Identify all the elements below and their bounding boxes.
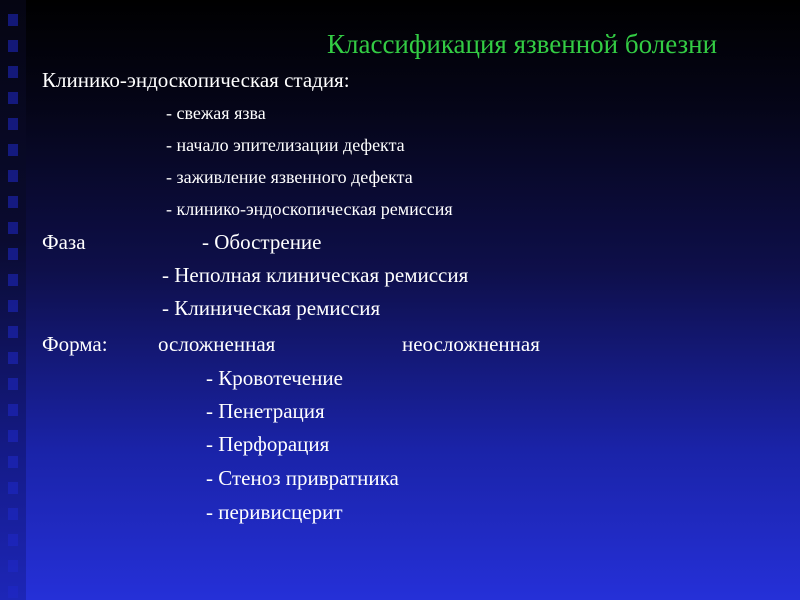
film-hole — [8, 118, 18, 130]
film-hole — [8, 274, 18, 286]
film-hole — [8, 170, 18, 182]
film-hole — [8, 300, 18, 312]
stage-item: - свежая язва — [166, 103, 266, 123]
form-heading: Форма: — [42, 332, 108, 356]
stage-heading: Клинико-эндоскопическая стадия: — [42, 68, 350, 92]
film-hole — [8, 404, 18, 416]
film-hole — [8, 352, 18, 364]
film-hole — [8, 586, 18, 598]
film-hole — [8, 326, 18, 338]
phase-item: - Обострение — [202, 230, 322, 254]
film-hole — [8, 560, 18, 572]
film-hole — [8, 144, 18, 156]
film-strip-decoration — [0, 0, 26, 600]
film-hole — [8, 40, 18, 52]
film-hole — [8, 66, 18, 78]
slide-title: Классификация язвенной болезни — [327, 29, 718, 59]
film-hole — [8, 92, 18, 104]
phase-item: - Клиническая ремиссия — [162, 296, 381, 320]
phase-heading: Фаза — [42, 230, 86, 254]
film-hole — [8, 222, 18, 234]
stage-item: - клинико-эндоскопическая ремиссия — [166, 199, 453, 219]
phase-item: - Неполная клиническая ремиссия — [162, 263, 469, 287]
form-complicated-label: осложненная — [158, 332, 276, 356]
stage-item: - начало эпителизации дефекта — [166, 135, 405, 155]
form-item: - перивисцерит — [206, 500, 343, 524]
film-hole — [8, 430, 18, 442]
film-hole — [8, 378, 18, 390]
form-item: - Стеноз привратника — [206, 466, 399, 490]
film-hole — [8, 508, 18, 520]
form-uncomplicated-label: неосложненная — [402, 332, 540, 356]
film-hole — [8, 196, 18, 208]
film-hole — [8, 248, 18, 260]
film-hole — [8, 534, 18, 546]
form-item: - Кровотечение — [206, 366, 343, 390]
film-hole — [8, 14, 18, 26]
stage-item: - заживление язвенного дефекта — [166, 167, 413, 187]
film-hole — [8, 482, 18, 494]
form-item: - Пенетрация — [206, 399, 325, 423]
form-item: - Перфорация — [206, 432, 330, 456]
film-hole — [8, 456, 18, 468]
